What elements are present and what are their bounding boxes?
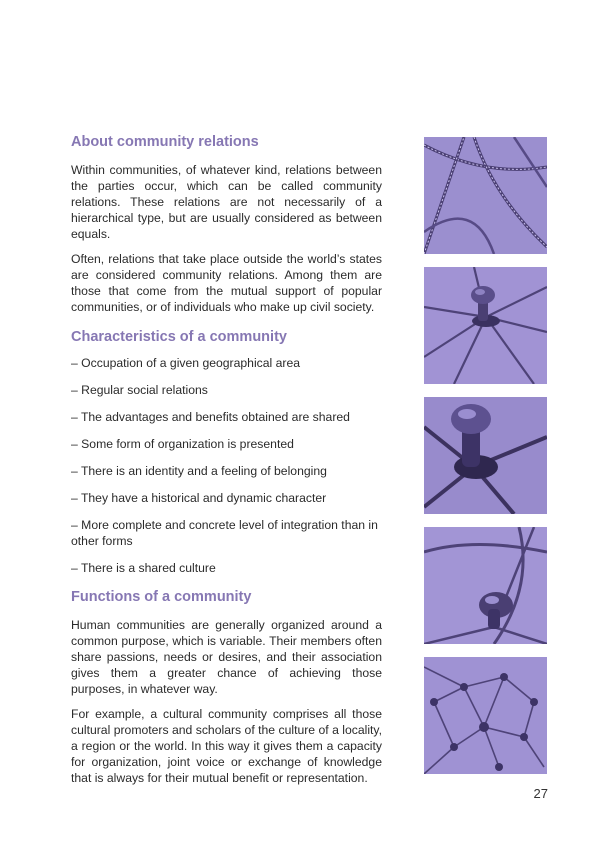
paragraph: Often, relations that take place outside the world’s states are considered community relations. Among them are those that come from the mutual support of popular communities, or of individuals who make up civil society.: [71, 252, 382, 314]
section-heading-functions: Functions of a community: [71, 589, 252, 605]
list-item: – There is an identity and a feeling of belonging: [71, 464, 327, 478]
pin-network-photo: [424, 657, 547, 774]
pushpin-closeup-photo: [424, 397, 547, 514]
paragraph: Human communities are generally organized around a common purpose, which is variable. Their members often share passions, needs or desires, and their association gives them a greater chance of achieving those purposes, in whatever way.: [71, 618, 382, 696]
list-item: – They have a historical and dynamic character: [71, 491, 327, 505]
list-item: – Some form of organization is presented: [71, 437, 294, 451]
paragraph: Within communities, of whatever kind, relations between the parties occur, which can be called community relations. These relations are not necessarily of a hierarchical type, but are usually considered as between equals.: [71, 163, 382, 241]
pushpin-photo: [424, 267, 547, 384]
list-item: – There is a shared culture: [71, 561, 216, 575]
list-item: – The advantages and benefits obtained are shared: [71, 410, 350, 424]
list-item: – More complete and concrete level of integration than in other forms: [71, 518, 378, 548]
list-item: – Regular social relations: [71, 383, 208, 397]
main-text-column: [71, 132, 382, 786]
page-number: 27: [533, 786, 548, 801]
list-item: – Occupation of a given geographical area: [71, 356, 301, 370]
rope-network-photo: [424, 137, 547, 254]
pushpin-rope-photo: [424, 527, 547, 644]
paragraph: For example, a cultural community comprises all those cultural promoters and scholars of the culture of a locality, a region or the world. In this way it gives them a capacity for organization, joint voice or exchange of knowledge that is always for their mutual benefit or representation.: [71, 707, 382, 785]
section-heading-characteristics: Characteristics of a community: [71, 329, 287, 345]
section-heading-about: About community relations: [71, 134, 259, 150]
